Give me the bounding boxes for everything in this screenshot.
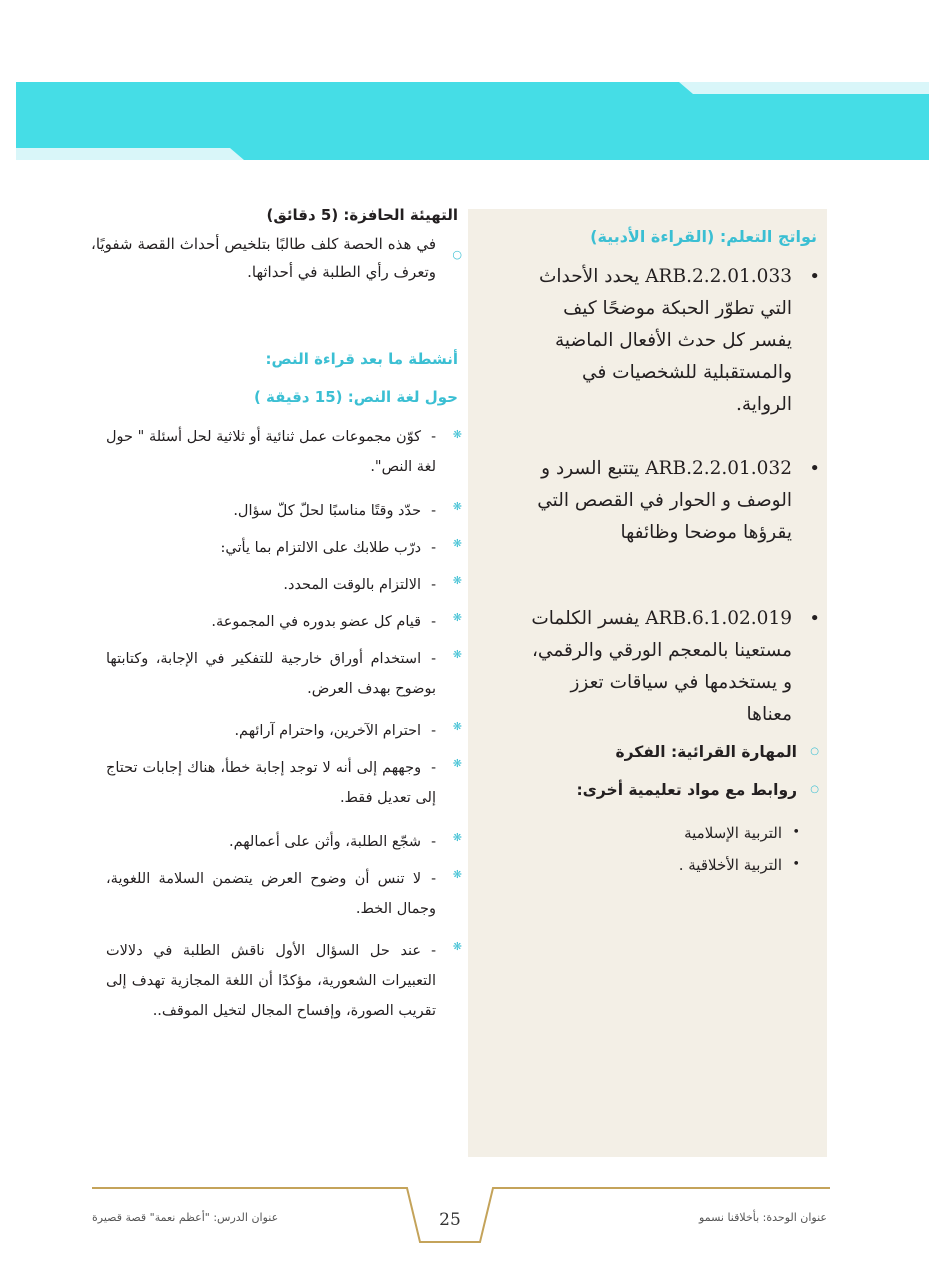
bullet-dot-icon: • — [792, 857, 800, 872]
unit-title: عنوان الوحدة: بأخلاقنا نسمو — [699, 1211, 827, 1224]
circle-bullet-icon: ○ — [810, 784, 819, 795]
asterisk-bullet-icon: ❋ — [452, 831, 462, 844]
subject-item: • التربية الأخلاقية . — [679, 849, 782, 881]
activity-item: -وجههم إلى أنه لا توجد إجابة خطأ، هناك إجابات تحتاج إلى تعديل فقط. — [106, 760, 436, 806]
bullet-dot-icon: • — [792, 825, 800, 840]
asterisk-bullet-icon: ❋ — [452, 868, 462, 881]
activity-item: -شجّع الطلبة، وأثن على أعمالهم. — [228, 834, 436, 850]
outcome-item: • ARB.2.2.01.032 يتتبع السرد و الوصف و الحوار في القصص التي يقرؤها موضحا وظائفها — [522, 453, 792, 603]
banner-graphic — [16, 82, 929, 160]
activity-item: -كوّن مجموعات عمل ثنائية أو ثلاثية لحل أسئلة " حول لغة النص". — [106, 429, 436, 475]
circle-bullet-icon: ○ — [810, 746, 819, 757]
bullet-dot-icon: • — [809, 266, 820, 287]
activity-item: -لا تنس أن وضوح العرض يتضمن السلامة اللغوية، وجمال الخط. — [106, 871, 436, 917]
circle-bullet-icon: ○ — [452, 248, 462, 261]
subjects-list — [678, 817, 800, 881]
asterisk-bullet-icon: ❋ — [452, 500, 462, 513]
outcome-item: • ARB.6.1.02.019 يفسر الكلمات مستعينا بالمعجم الورقي والرقمي، و يستخدمها في سياقات تعزز معناها — [522, 603, 792, 731]
asterisk-bullet-icon: ❋ — [452, 757, 462, 770]
page-footer — [0, 1180, 945, 1250]
asterisk-bullet-icon: ❋ — [452, 720, 462, 733]
activity-item: -احترام الآخرين، واحترام آرائهم. — [234, 723, 436, 739]
activity-item: -حدّد وقتًا مناسبًا لحلّ كلّ سؤال. — [233, 503, 436, 519]
reading-skill: ○ المهارة القرائية: الفكرة — [615, 743, 819, 761]
learning-outcomes-title: نواتج التعلم: (القراءة الأدبية) — [590, 227, 817, 246]
activity-item: -درّب طلابك على الالتزام بما يأتي: — [220, 540, 436, 556]
activity-item: -الالتزام بالوقت المحدد. — [283, 577, 436, 593]
bullet-dot-icon: • — [809, 458, 820, 479]
post-reading-title: أنشطة ما بعد قراءة النص: — [265, 350, 458, 368]
cross-curricular-links-title: ○ روابط مع مواد تعليمية أخرى: — [576, 781, 819, 799]
asterisk-bullet-icon: ❋ — [452, 648, 462, 661]
asterisk-bullet-icon: ❋ — [452, 940, 462, 953]
asterisk-bullet-icon: ❋ — [452, 537, 462, 550]
activity-item: -عند حل السؤال الأول ناقش الطلبة في دلالات التعبيرات الشعورية، مؤكدًا أن اللغة المجازية تهدف إلى تقريب الصورة، وإفساح المجال لتخيل الموقف.. — [106, 943, 436, 1019]
subject-item: • التربية الإسلامية — [679, 817, 782, 849]
activity-item: -قيام كل عضو بدوره في المجموعة. — [211, 614, 436, 630]
outcomes-list — [522, 261, 820, 731]
learning-outcomes-panel — [468, 209, 827, 1157]
bullet-dot-icon: • — [809, 608, 820, 629]
warmup-title: التهيئة الحافزة: (5 دقائق) — [266, 206, 458, 224]
lesson-title: عنوان الدرس: "أعظم نعمة" قصة قصيرة — [92, 1211, 279, 1224]
activity-item: -استخدام أوراق خارجية للتفكير في الإجابة، وكتابتها بوضوح بهدف العرض. — [106, 651, 436, 697]
page-number: 25 — [439, 1210, 461, 1230]
outcome-item: • ARB.2.2.01.033 يحدد الأحداث التي تطوّر الحبكة موضحًا كيف يفسر كل حدث الأفعال الماضية والمستقبلية للشخصيات في الرواية. — [522, 261, 792, 453]
language-section-title: حول لغة النص: (15 دقيقة ) — [253, 388, 458, 406]
warmup-text: في هذه الحصة كلف طالبًا بتلخيص أحداث القصة شفويًا، وتعرف رأي الطلبة في أحداثها. — [91, 235, 436, 281]
asterisk-bullet-icon: ❋ — [452, 574, 462, 587]
top-banner — [16, 82, 929, 160]
asterisk-bullet-icon: ❋ — [452, 611, 462, 624]
asterisk-bullet-icon: ❋ — [452, 428, 462, 441]
